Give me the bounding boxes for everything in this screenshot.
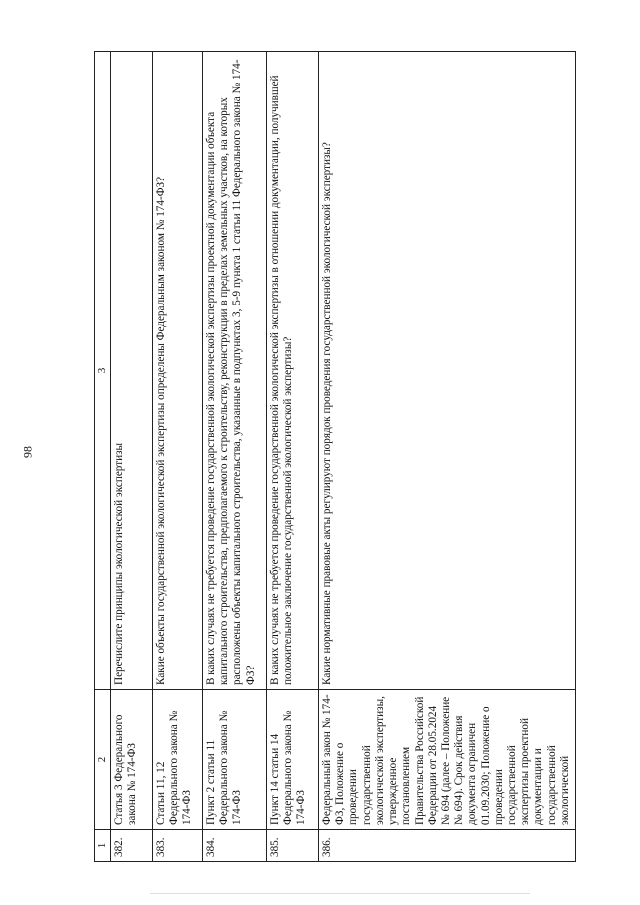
row-question: В каких случаях не требуется проведение государственной экологической экспертизы в отношении документации, получившей положительное заключение государственной экологической экспертизы? (266, 52, 318, 690)
scan-artifact-line (150, 893, 530, 894)
table-row (152, 52, 202, 862)
row-number: 386. (318, 830, 575, 862)
row-question: Какие объекты государственной экологической экспертизы определены Федеральным законом № 174-ФЗ? (152, 52, 202, 690)
row-source: Статьи 11, 12 Федерального закона № 174-ФЗ (152, 690, 202, 830)
row-source: Пункт 14 статьи 14 Федерального закона № 174-ФЗ (266, 690, 318, 830)
row-source: Статья 3 Федерального закона № 174-ФЗ (110, 690, 152, 830)
row-number: 385. (266, 830, 318, 862)
page-number: 98 (20, 446, 35, 458)
table-row (318, 52, 575, 862)
header-col-1: 1 (95, 830, 111, 862)
header-col-2: 2 (95, 690, 111, 830)
row-number: 383. (152, 830, 202, 862)
row-source: Пункт 2 статьи 11 Федерального закона № 174-ФЗ (202, 690, 266, 830)
row-question: Перечислите принципы экологической экспертизы (110, 52, 152, 690)
rotated-table-container (94, 52, 576, 862)
table-header-row (95, 52, 111, 862)
row-question: Какие нормативные правовые акты регулируют порядок проведения государственной экологической экспертизы? (318, 52, 575, 690)
row-number: 382. (110, 830, 152, 862)
questions-table (94, 51, 576, 862)
row-number: 384. (202, 830, 266, 862)
table-row (266, 52, 318, 862)
header-col-3: 3 (95, 52, 111, 690)
row-question: В каких случаях не требуется проведение государственной экологической экспертизы проектной документации объекта капитального строительства, предполагаемого к строительству, реконструкции в пределах земельных участков, на которых расположены объекты капитального строительства, указанные в подпунктах 3, 5-9 пункта 1 статьи 11 Федерального закона № 174-ФЗ? (202, 52, 266, 690)
table-row (202, 52, 266, 862)
row-source: Федеральный закон № 174-ФЗ, Положение о проведении государственной экологической экспертизы, утвержденное постановлением Правительства Российской Федерации от 28.05.2024 № 694 (далее – Положение № 694). Срок действия документа ограничен 01.09.2030; Положение о проведении государственной экспертизы проектной документации и государственной экологической (318, 690, 575, 830)
table-row (110, 52, 152, 862)
